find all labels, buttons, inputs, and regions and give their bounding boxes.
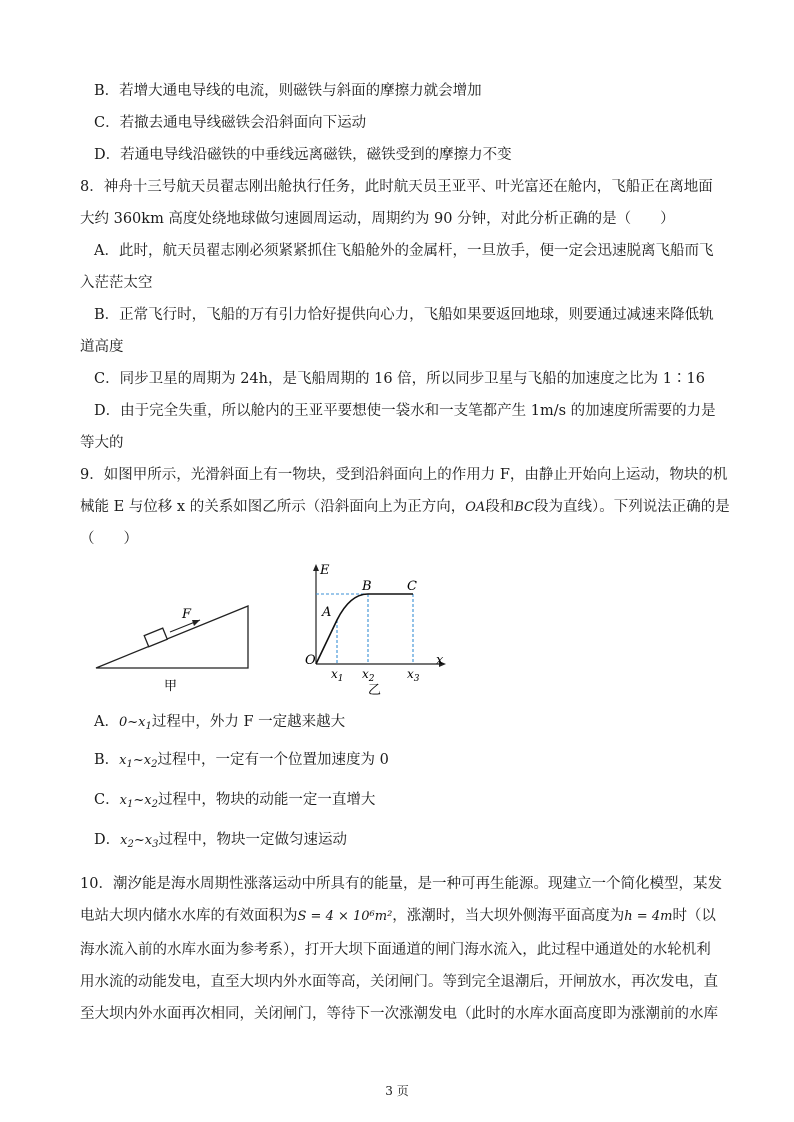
q9-option-d-range: $x_2\sim x_3$ (120, 833, 159, 850)
q9-option-b (94, 750, 389, 775)
force-label: F (182, 607, 192, 622)
q9-option-c (94, 790, 375, 815)
q10-stem-line-5: 至大坝内外水面再次相同，关闭闸门，等待下一次涨潮发电（此时的水库水面高度即为涨潮前的水库 (80, 1006, 718, 1022)
q7-option-b: B．若增大通电导线的电流，则磁铁与斜面的摩擦力就会增加 (94, 83, 482, 99)
q10-height-equation: h = 4m (624, 909, 673, 924)
force-arrow-head (192, 620, 200, 626)
figure-jia-caption: 甲 (164, 679, 178, 694)
q9-stem-line-2-a: 械能 E 与位移 x 的关系如图乙所示（沿斜面向上为正方向， (80, 499, 466, 515)
q9-option-a-text: 过程中，外力 F 一定越来越大 (151, 714, 346, 730)
q9-option-c-range: $x_1\sim x_2$ (119, 793, 158, 810)
q9-oa-segment: OA (465, 500, 486, 515)
q10-stem-line-2-a: 电站大坝内储水水库的有效面积为 (80, 908, 298, 924)
q10-stem-line-4: 用水流的动能发电，直至大坝内外水面等高，关闭闸门。等到完全退潮后，开闸放水，再次发电，直 (80, 974, 718, 990)
q9-option-c-label: C． (94, 792, 120, 808)
incline-triangle (96, 606, 248, 668)
q10-area-equation: S = 4 × 10⁶m² (297, 909, 393, 924)
q8-option-b-line-2: 道高度 (80, 339, 124, 355)
point-a-label: A (322, 605, 332, 620)
figure-yi-graph (300, 560, 450, 698)
q10-stem-line-2-b: ，涨潮时，当大坝外侧海平面高度为 (392, 908, 625, 924)
y-axis-arrow (313, 564, 319, 571)
q9-bc-segment: BC (514, 500, 534, 515)
q9-option-d-label: D． (94, 832, 121, 848)
q9-option-a-label: A． (94, 714, 119, 730)
q10-stem-line-1: 10．潮汐能是海水周期性涨落运动中所具有的能量，是一种可再生能源。现建立一个简化模型，某发 (80, 876, 722, 892)
block (144, 628, 167, 647)
q7-option-d: D．若通电导线沿磁铁的中垂线远离磁铁，磁铁受到的摩擦力不变 (94, 147, 512, 163)
q9-stem-line-3: （ ） (80, 531, 138, 547)
q9-stem-line-2 (80, 497, 730, 518)
q8-stem-line-2: 大约 360km 高度处绕地球做匀速圆周运动，周期约为 90 分钟，对此分析正确的是（ ） (80, 211, 675, 227)
origin-label: O (305, 653, 316, 668)
page-number: 3 页 (385, 1084, 409, 1098)
x-axis-label: x (436, 653, 444, 668)
q9-option-a-range: $0\sim x_1$ (118, 715, 152, 732)
q8-option-d-line-1: D．由于完全失重，所以舱内的王亚平要想使一袋水和一支笔都产生 1m/s 的加速度所需要的力是 (94, 403, 716, 419)
point-c-label: C (407, 579, 417, 594)
q9-option-b-text: 过程中，一定有一个位置加速度为 0 (157, 752, 389, 768)
q8-option-b-line-1: B．正常飞行时，飞船的万有引力恰好提供向心力，飞船如果要返回地球，则要通过减速来降低轨 (94, 307, 714, 323)
figure-jia-incline (88, 598, 258, 698)
q10-stem-line-2-c: 时（以 (672, 908, 716, 924)
q9-stem-line-2-b: 段和 (485, 499, 515, 515)
tick-x1: $x_1$ (331, 667, 344, 684)
q8-option-c: C．同步卫星的周期为 24h，是飞船周期的 16 倍，所以同步卫星与飞船的加速度之比为 1∶16 (94, 371, 705, 387)
tick-x3: $x_3$ (407, 667, 420, 684)
tick-x2: $x_2$ (362, 667, 375, 684)
q9-stem-line-2-c: 段为直线）。下列说法正确的是 (534, 499, 730, 515)
q9-option-a (94, 712, 345, 737)
point-b-label: B (362, 579, 372, 594)
q8-option-a-line-2: 入茫茫太空 (80, 275, 153, 291)
y-axis-label: E (320, 563, 330, 578)
q7-option-c: C．若撤去通电导线磁铁会沿斜面向下运动 (94, 115, 367, 131)
q9-option-b-label: B． (94, 752, 120, 768)
q8-option-d-line-2: 等大的 (80, 435, 124, 451)
figure-yi-caption: 乙 (368, 683, 382, 698)
q10-stem-line-3: 海水流入前的水库水面为参考系），打开大坝下面通道的闸门海水流入，此过程中通道处的水轮机利 (80, 942, 711, 958)
q9-option-b-range: $x_1\sim x_2$ (119, 753, 158, 770)
q10-stem-line-2 (80, 906, 716, 927)
q9-option-d (94, 830, 347, 855)
q9-option-d-text: 过程中，物块一定做匀速运动 (158, 832, 347, 848)
q8-option-a-line-1: A．此时，航天员翟志刚必须紧紧抓住飞船舱外的金属杆，一旦放手，便一定会迅速脱离飞船而飞 (94, 243, 714, 259)
q8-stem-line-1: 8．神舟十三号航天员翟志刚出舱执行任务，此时航天员王亚平、叶光富还在舱内，飞船正在离地面 (80, 179, 713, 195)
q9-stem-line-1: 9．如图甲所示，光滑斜面上有一物块，受到沿斜面向上的作用力 F，由静止开始向上运动，物块的机 (80, 467, 728, 483)
q9-option-c-text: 过程中，物块的动能一定一直增大 (157, 792, 376, 808)
